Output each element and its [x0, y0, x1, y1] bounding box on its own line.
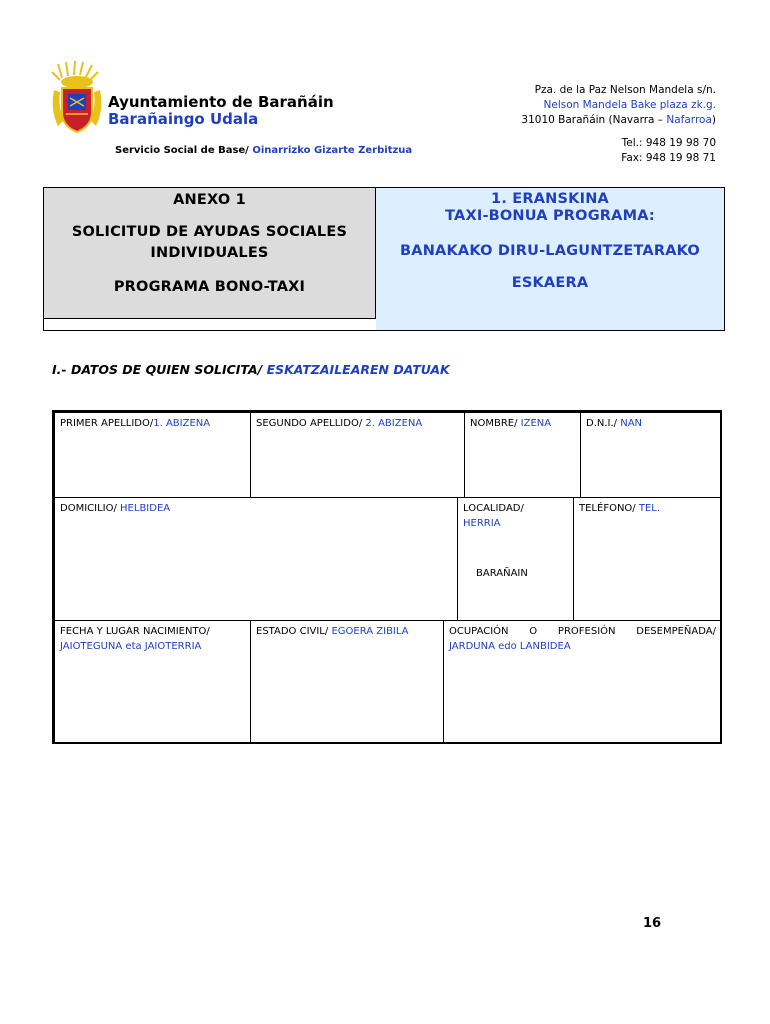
coat-of-arms-icon — [48, 60, 106, 138]
name-label-eu: IZENA — [520, 418, 552, 429]
service-eu: Oinarrizko Gizarte Zerbitzua — [252, 145, 413, 156]
locality-value: BARAÑAIN — [476, 568, 528, 579]
address-field[interactable] — [54, 497, 458, 621]
annex-eu-title: 1. ERANSKINA — [491, 191, 609, 207]
section-title — [52, 362, 450, 377]
address-label-es: DOMICILIO/ — [60, 503, 117, 514]
birth-label-es: FECHA Y LUGAR NACIMIENTO/ — [60, 626, 210, 637]
name-field[interactable] — [464, 412, 581, 498]
dni-label-eu: NAN — [620, 418, 643, 429]
annex-es-title: ANEXO 1 — [173, 192, 246, 208]
civil-status-field[interactable] — [250, 620, 444, 744]
locality-label-es: LOCALIDAD/ — [463, 503, 524, 514]
annex-es-line1: SOLICITUD DE AYUDAS SOCIALES — [71, 224, 348, 240]
telephone: Tel.: 948 19 98 70 — [621, 137, 716, 149]
org-name-es: Ayuntamiento de Barañáin — [108, 93, 334, 111]
address-line-3 — [521, 114, 716, 126]
surname1-label-es: PRIMER APELLIDO/ — [60, 418, 154, 429]
birth-field[interactable] — [54, 620, 251, 744]
surname2-field[interactable] — [250, 412, 465, 498]
address-line-1: Pza. de la Paz Nelson Mandela s/n. — [534, 84, 716, 96]
section-title-es: I.- DATOS DE QUIEN SOLICITA/ — [52, 362, 263, 377]
annex-eu-line3: ESKAERA — [511, 275, 589, 291]
dni-label-es: D.N.I./ — [586, 418, 618, 429]
locality-field[interactable] — [457, 497, 574, 621]
annex-eu-line1: TAXI-BONUA PROGRAMA: — [445, 208, 655, 224]
annex-es-line3: PROGRAMA BONO-TAXI — [113, 279, 306, 295]
surname1-label-eu: 1. ABIZENA — [153, 418, 211, 429]
birth-label-eu: JAIOTEGUNA eta JAIOTERRIA — [60, 641, 202, 652]
dni-field[interactable] — [580, 412, 722, 498]
phone-label-eu: TEL. — [638, 503, 661, 514]
annex-es-line2: INDIVIDUALES — [150, 245, 269, 261]
occupation-label-eu: JARDUNA edo LANBIDEA — [449, 641, 571, 652]
annex-eu-line2: BANAKAKO DIRU-LAGUNTZETARAKO — [400, 243, 700, 259]
occupation-field[interactable] — [443, 620, 722, 744]
civil-label-es: ESTADO CIVIL/ — [256, 626, 329, 637]
annex-eu-panel — [376, 188, 724, 330]
civil-label-eu: EGOERA ZIBILA — [331, 626, 409, 637]
address-region-eu: Nafarroa — [666, 114, 712, 126]
address-line-2: Nelson Mandela Bake plaza zk.g. — [543, 99, 716, 111]
occupation-label-es: OCUPACIÓN O PROFESIÓN DESEMPEÑADA/ — [449, 626, 716, 637]
name-label-es: NOMBRE/ — [470, 418, 518, 429]
locality-label-eu: HERRIA — [463, 518, 501, 529]
annex-es-panel — [44, 188, 376, 319]
phone-label-es: TELÉFONO/ — [579, 503, 636, 514]
annex-box — [43, 187, 725, 331]
applicant-data-form — [52, 410, 722, 744]
surname1-field[interactable] — [54, 412, 251, 498]
address-label-eu: HELBIDEA — [120, 503, 171, 514]
phone-field[interactable] — [573, 497, 722, 621]
surname2-label-es: SEGUNDO APELLIDO/ — [256, 418, 363, 429]
page-number: 16 — [643, 916, 662, 931]
section-title-eu: ESKATZAILEAREN DATUAK — [266, 362, 450, 377]
service-name — [115, 145, 412, 156]
surname2-label-eu: 2. ABIZENA — [365, 418, 423, 429]
fax: Fax: 948 19 98 71 — [621, 152, 716, 164]
org-name-eu: Barañaingo Udala — [108, 110, 259, 128]
address-city: 31010 Barañáin (Navarra – — [521, 114, 664, 126]
service-es: Servicio Social de Base/ — [115, 145, 249, 156]
address-paren: ) — [711, 114, 716, 126]
